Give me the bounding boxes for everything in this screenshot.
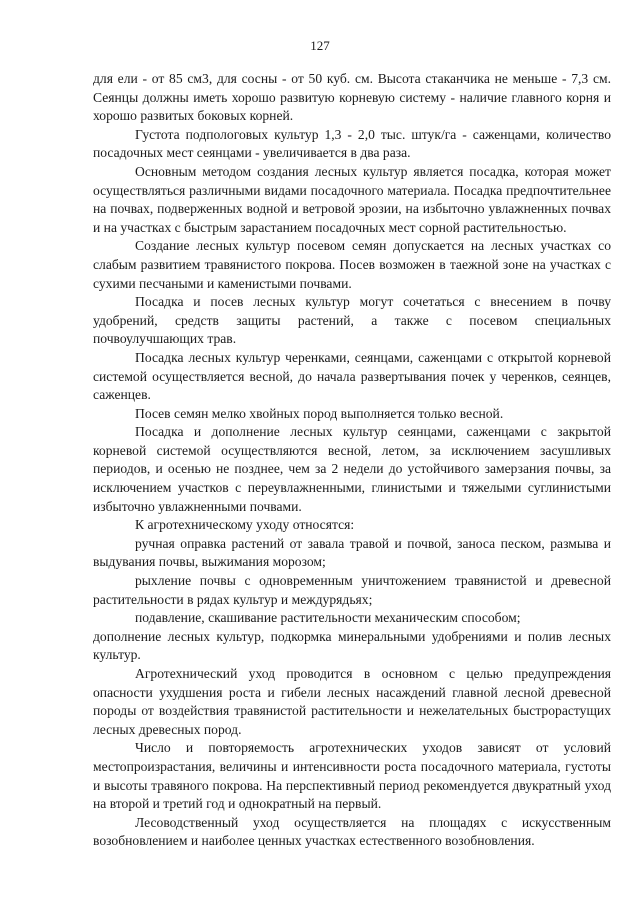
paragraph: ручная оправка растений от завала травой и почвой, заноса песком, размыва и выдувания почвы, выжимания морозом; [93, 535, 611, 570]
paragraph: Посев семян мелко хвойных пород выполняется только весной. [135, 405, 504, 421]
paragraph: подавление, скашивание растительности механическим способом; [135, 610, 521, 626]
paragraph: Число и повторяемость агротехнических уходов зависят от условий местопроизрастания, величины и интенсивности роста посадочного материала, густоты и высоты травяного покрова. На перспективный период рекомендуется двукратный уход на второй и третий год и однократный на первый. [93, 740, 611, 812]
paragraph: дополнение лесных культур, подкормка минеральными удобрениями и полив лесных культур. [93, 628, 611, 663]
paragraph: Лесоводственный уход осуществляется на площадях с искусственным возобновлением и наиболее ценных участках естественного возобновления. [93, 814, 611, 849]
document-body [93, 70, 611, 851]
page-number: 127 [310, 38, 330, 53]
paragraph: Густота подпологовых культур 1,3 - 2,0 тыс. штук/га - саженцами, количество посадочных мест сеянцами - увеличивается в два раза. [93, 126, 611, 161]
paragraph: Агротехнический уход проводится в основном с целью предупреждения опасности ухудшения роста и гибели лесных насаждений главной лесной древесной породы от воздействия травянистой растительности и нежелательных быстрорастущих лесных древесных пород. [93, 666, 611, 737]
paragraph: Посадка и посев лесных культур могут сочетаться с внесением в почву удобрений, средств защиты растений, а также с посевом специальных почвоулучшающих трав. [93, 294, 611, 347]
paragraph: К агротехническому уходу относятся: [135, 517, 355, 533]
paragraph: рыхление почвы с одновременным уничтожением травянистой и древесной растительности в рядах культур и междурядьях; [93, 573, 611, 607]
paragraph: Посадка и дополнение лесных культур сеянцами, саженцами с закрытой корневой системой осуществляются весной, летом, за исключением засушливых периодов, и осенью не позднее, чем за 2 недели до устойчивого замерзания почвы, за исключением участков с переувлажненными, глинистыми и тяжелыми суглинистыми избыточно увлажненными почвами. [93, 424, 611, 514]
paragraph: Создание лесных культур посевом семян допускается на лесных участках со слабым развитием травянистого покрова. Посев возможен в таежной зоне на участках с сухими песчаными и каменистыми почвами. [93, 238, 611, 291]
paragraph: для ели - от 85 см3, для сосны - от 50 куб. см. Высота стаканчика не меньше - 7,3 см. Сеянцы должны иметь хорошо развитую корневую систему - наличие главного корня и хорошо развитых боковых корней. [93, 71, 611, 124]
paragraph: Основным методом создания лесных культур является посадка, которая может осуществляться различными видами посадочного материала. Посадка предпочтительнее на почвах, подверженных водной и ветровой эрозии, на избыточно увлажненных почвах и на участках с быстрым зарастанием посадочных мест сорной растительностью. [93, 163, 611, 235]
paragraph: Посадка лесных культур черенками, сеянцами, саженцами с открытой корневой системой осуществляется весной, до начала развертывания почек у черенков, сеянцев, саженцев. [93, 349, 611, 403]
